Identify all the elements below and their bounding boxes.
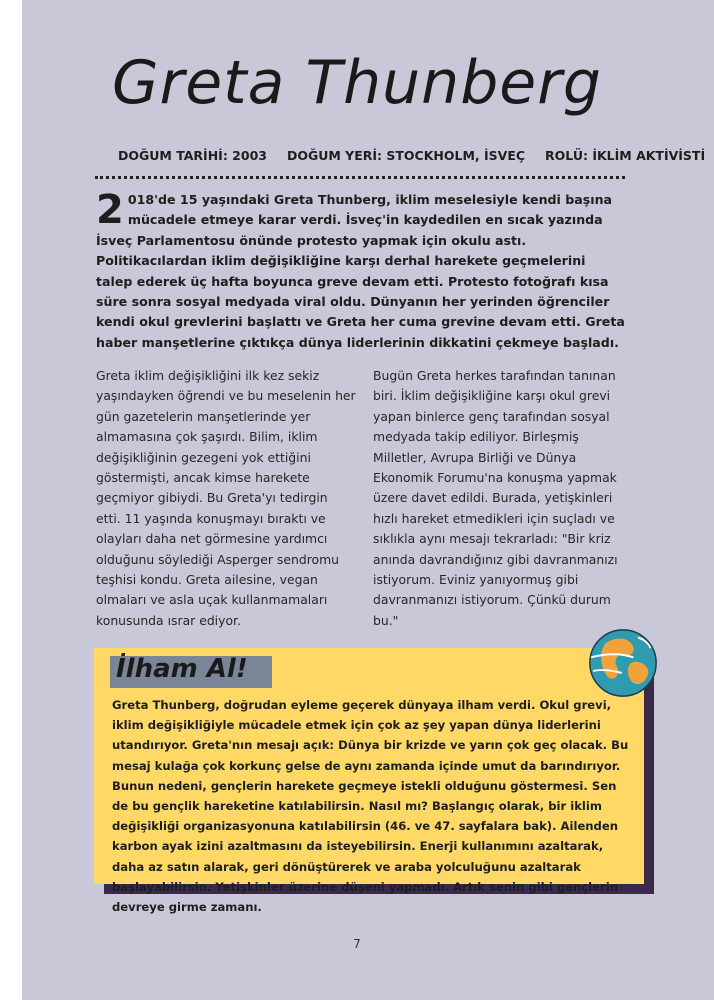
page-title: Greta Thunberg xyxy=(112,48,602,118)
page-edge xyxy=(0,0,22,1000)
birth-date: DOĞUM TARİHİ: 2003 xyxy=(118,148,267,163)
birth-place: DOĞUM YERİ: STOCKHOLM, İSVEÇ xyxy=(286,148,526,163)
column-right: Bugün Greta herkes tarafından tanınan biri. İklim değişikliğine karşı okul grevi yapan binlerce genç tarafından sosyal medyada takip ediliyor. Birleşmiş Milletler, Avrupa Birliği ve Dünya Ekonomik Forumu'na konuşma yapmak üzere davet edildi. Burada, yetişkinleri hızlı hareket etmedikleri için suçladı ve sıklıkla aynı mesajı tekrarladı: "Bir kriz anında davrandığınız gibi davranmanızı istiyorum. Eviniz yanıyormuş gibi davranmanızı istiyorum. Çünkü durum bu." xyxy=(373,368,618,628)
role: ROLÜ: İKLİM AKTİVİSTİ xyxy=(545,148,706,163)
dotted-divider xyxy=(95,176,625,179)
column-left: Greta iklim değişikliğini ilk kez sekiz yaşındayken öğrendi ve bu meselenin her gün gazetelerin manşetlerinde yer almamasına çok şaşırdı. Bilim, iklim değişikliğinin gezegeni yok ettiğini göstermişti, ancak kimse harekete geçmiyor gibiydi. Bu Greta'yı tedirgin etti. 11 yaşında konuşmayı bıraktı ve olayları daha net görmesine yardımcı olduğunu söylediği Asperger sendromu teşhisi kondu. Greta ailesine, vegan olmaları ve asla uçak kullanmamaları konusunda ısrar ediyor. xyxy=(96,368,356,628)
inspire-title: İlham Al! xyxy=(116,654,248,684)
intro-text: 018'de 15 yaşındaki Greta Thunberg, iklim meselesiyle kendi başına mücadele etmeye karar verdi. İsveç'in kaydedilen en sıcak yazında İsveç Parlamentosu önünde protesto yapmak için okulu astı. Politikacılardan iklim değişikliğine karşı derhal harekete geçmelerini talep ederek üç hafta boyunca greve devam etti. Protesto fotoğrafı kısa süre sonra sosyal medyada viral oldu. Dünyanın her yerinden öğrenciler kendi okul grevlerini başlattı ve Greta her cuma grevine devam etti. Greta haber manşetlerine çıktıkça dünya liderlerinin dikkatini çekmeye başladı. xyxy=(96,192,625,350)
inspire-text: Greta Thunberg, doğrudan eyleme geçerek dünyaya ilham verdi. Okul grevi, iklim değişikliğiyle mücadele etmek için çok az şey yapan dünya liderlerini utandırıyor. Greta'nın mesajı açık: Dünya bir krizde ve yarın çok geç olacak. Bu mesaj kulağa çok korkunç gelse de aynı zamanda içinde umut da barındırıyor. Bunun nedeni, gençlerin harekete geçmeye istekli olduğunu göstermesi. Sen de bu gençlik hareketine katılabilirsin. Nasıl mı? Başlangıç olarak, bir iklim değişikliği organizasyonuna katılabilirsin (46. ve 47. sayfalara bak). Ailenden karbon ayak izini azaltmasını da isteyebilirsin. Enerji kullanımını azaltarak, daha az satın alarak, geri dönüştürerek ve araba yolculuğunu azaltarak başlayabilirsin. Yetişkinler üzerine düşeni yapmadı. Artık senin gibi gençlerin devreye girme zamanı. xyxy=(112,698,629,915)
page-number: 7 xyxy=(353,937,361,951)
bio-meta xyxy=(118,148,706,163)
globe-icon xyxy=(584,624,662,702)
intro-paragraph xyxy=(96,187,626,353)
drop-cap: 2 xyxy=(96,187,124,233)
